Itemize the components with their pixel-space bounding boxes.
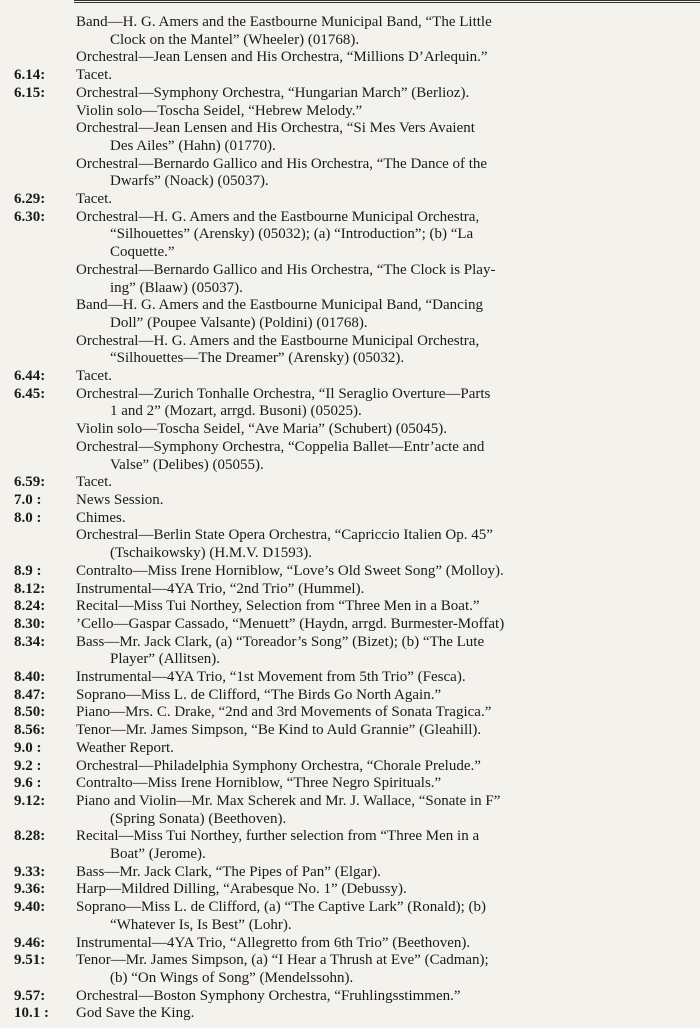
entry-time: 9.51: <box>14 952 46 969</box>
entry-time: 8.47: <box>14 686 46 703</box>
entry-line: Piano and Violin—Mr. Max Scherek and Mr. J. Wallace, “Sonate in F” <box>76 792 501 809</box>
programme-entry <box>0 14 700 49</box>
entry-line: Orchestral—Symphony Orchestra, “Coppelia Ballet—Entr’acte and <box>76 438 485 455</box>
programme-entry <box>0 85 700 103</box>
entry-time: 9.6 : <box>14 775 42 792</box>
programme-entry <box>0 103 700 121</box>
programme-entry <box>0 669 700 687</box>
programme-entry <box>0 952 700 987</box>
programme-entry <box>0 439 700 474</box>
programme-entry <box>0 581 700 599</box>
entry-time: 8.50: <box>14 704 46 721</box>
entry-line: Recital—Miss Tui Northey, Selection from “Three Men in a Boat.” <box>76 598 480 615</box>
programme-entry <box>0 598 700 616</box>
entry-line: Tacet. <box>76 474 113 491</box>
entry-time: 8.24: <box>14 598 46 615</box>
entry-time: 9.2 : <box>14 757 42 774</box>
entry-line: Boat” (Jerome). <box>110 846 206 863</box>
programme-entry <box>0 297 700 332</box>
entry-line: Player” (Allitsen). <box>110 651 220 668</box>
programme-entry <box>0 722 700 740</box>
entry-time: 6.44: <box>14 368 46 385</box>
entry-time: 9.33: <box>14 863 46 880</box>
entry-line: Violin solo—Toscha Seidel, “Hebrew Melody.” <box>76 102 363 119</box>
entry-line: Orchestral—H. G. Amers and the Eastbourne Municipal Orchestra, <box>76 208 480 225</box>
entry-line: Soprano—Miss L. de Clifford, (a) “The Captive Lark” (Ronald); (b) <box>76 899 487 916</box>
entry-line: Clock on the Mantel” (Wheeler) (01768). <box>110 31 360 48</box>
programme-entry <box>0 704 700 722</box>
entry-line: Tacet. <box>76 191 113 208</box>
entry-line: Valse” (Delibes) (05055). <box>110 456 264 473</box>
programme-entry <box>0 563 700 581</box>
entry-line: Des Ailes” (Hahn) (01770). <box>110 137 276 154</box>
top-rule <box>74 0 700 6</box>
entry-line: Coquette.” <box>110 244 175 261</box>
entry-line: Orchestral—Jean Lensen and His Orchestra, “Millions D’Arlequin.” <box>76 49 488 66</box>
entry-line: Recital—Miss Tui Northey, further selection from “Three Men in a <box>76 828 480 845</box>
entry-line: Bass—Mr. Jack Clark, (a) “Toreador’s Song” (Bizet); (b) “The Lute <box>76 633 485 650</box>
programme-list <box>0 14 700 1023</box>
entry-line: Dwarfs” (Noack) (05037). <box>110 173 269 190</box>
entry-line: 1 and 2” (Mozart, arrgd. Busoni) (05025). <box>110 403 362 420</box>
programme-entry <box>0 386 700 421</box>
entry-time: 6.15: <box>14 84 46 101</box>
entry-time: 8.34: <box>14 633 46 650</box>
entry-line: (b) “On Wings of Song” (Mendelssohn). <box>110 969 354 986</box>
entry-time: 6.29: <box>14 191 46 208</box>
entry-line: Violin solo—Toscha Seidel, “Ave Maria” (Schubert) (05045). <box>76 421 448 438</box>
entry-line: Instrumental—4YA Trio, “1st Movement from 5th Trio” (Fesca). <box>76 669 466 686</box>
programme-entry <box>0 864 700 882</box>
programme-entry <box>0 616 700 634</box>
entry-line: Weather Report. <box>76 739 174 756</box>
entry-time: 10.1 : <box>14 1005 49 1022</box>
entry-line: Contralto—Miss Irene Horniblow, “Three Negro Spirituals.” <box>76 775 442 792</box>
entry-line: “Silhouettes—The Dreamer” (Arensky) (05032). <box>110 350 405 367</box>
programme-entry <box>0 828 700 863</box>
programme-entry <box>0 1005 700 1023</box>
entry-time: 8.9 : <box>14 562 42 579</box>
programme-entry <box>0 758 700 776</box>
entry-line: Orchestral—Berlin State Opera Orchestra, “Capriccio Italien Op. 45” <box>76 527 493 544</box>
entry-time: 9.40: <box>14 899 46 916</box>
entry-line: Doll” (Poupee Valsante) (Poldini) (01768). <box>110 314 368 331</box>
entry-line: Band—H. G. Amers and the Eastbourne Municipal Band, “The Little <box>76 14 492 30</box>
entry-line: Orchestral—Bernardo Gallico and His Orchestra, “The Clock is Play- <box>76 261 496 278</box>
entry-time: 8.0 : <box>14 509 42 526</box>
entry-time: 9.12: <box>14 792 46 809</box>
programme-entry <box>0 368 700 386</box>
programme-entry <box>0 191 700 209</box>
entry-line: Harp—Mildred Dilling, “Arabesque No. 1” (Debussy). <box>76 881 407 898</box>
entry-time: 8.30: <box>14 615 46 632</box>
programme-entry <box>0 634 700 669</box>
programme-entry <box>0 156 700 191</box>
entry-line: “Silhouettes” (Arensky) (05032); (a) “Introduction”; (b) “La <box>110 226 474 243</box>
entry-time: 9.36: <box>14 881 46 898</box>
entry-time: 6.14: <box>14 67 46 84</box>
entry-time: 6.45: <box>14 385 46 402</box>
entry-time: 8.56: <box>14 722 46 739</box>
entry-line: Tenor—Mr. James Simpson, (a) “I Hear a Thrush at Eve” (Cadman); <box>76 952 489 969</box>
entry-time: 6.59: <box>14 474 46 491</box>
programme-entry <box>0 49 700 67</box>
entry-time: 9.46: <box>14 934 46 951</box>
entry-line: ’Cello—Gaspar Cassado, “Menuett” (Haydn, arrgd. Burmester-Moffat) <box>76 615 505 632</box>
programme-entry <box>0 988 700 1006</box>
entry-line: Orchestral—H. G. Amers and the Eastbourne Municipal Orchestra, <box>76 332 480 349</box>
entry-line: Orchestral—Boston Symphony Orchestra, “Fruhlingsstimmen.” <box>76 987 461 1004</box>
entry-line: Tacet. <box>76 368 113 385</box>
entry-time: 7.0 : <box>14 491 42 508</box>
programme-entry <box>0 510 700 528</box>
entry-line: Instrumental—4YA Trio, “2nd Trio” (Hummel). <box>76 580 365 597</box>
entry-line: Chimes. <box>76 509 126 526</box>
programme-entry <box>0 262 700 297</box>
entry-line: News Session. <box>76 491 164 508</box>
programme-entry <box>0 421 700 439</box>
entry-time: 9.0 : <box>14 739 42 756</box>
entry-line: Tacet. <box>76 67 113 84</box>
programme-entry <box>0 740 700 758</box>
programme-entry <box>0 474 700 492</box>
entry-line: ing” (Blaaw) (05037). <box>110 279 243 296</box>
entry-line: “Whatever Is, Is Best” (Lohr). <box>110 916 292 933</box>
entry-line: Orchestral—Jean Lensen and His Orchestra, “Si Mes Vers Avaient <box>76 120 475 137</box>
programme-entry <box>0 793 700 828</box>
programme-entry <box>0 935 700 953</box>
entry-line: Piano—Mrs. C. Drake, “2nd and 3rd Movements of Sonata Tragica.” <box>76 704 492 721</box>
entry-line: Contralto—Miss Irene Horniblow, “Love’s Old Sweet Song” (Molloy). <box>76 562 504 579</box>
programme-entry <box>0 687 700 705</box>
entry-line: (Tschaikowsky) (H.M.V. D1593). <box>110 545 312 562</box>
entry-line: Orchestral—Bernardo Gallico and His Orchestra, “The Dance of the <box>76 155 488 172</box>
programme-entry <box>0 209 700 262</box>
programme-entry <box>0 527 700 562</box>
entry-line: God Save the King. <box>76 1005 195 1022</box>
entry-line: Band—H. G. Amers and the Eastbourne Municipal Band, “Dancing <box>76 297 483 314</box>
entry-line: Orchestral—Philadelphia Symphony Orchestra, “Chorale Prelude.” <box>76 757 481 774</box>
entry-line: Instrumental—4YA Trio, “Allegretto from 6th Trio” (Beethoven). <box>76 934 471 951</box>
entry-line: Tenor—Mr. James Simpson, “Be Kind to Auld Grannie” (Gleahill). <box>76 722 482 739</box>
programme-entry <box>0 881 700 899</box>
entry-time: 6.30: <box>14 208 46 225</box>
entry-time: 8.28: <box>14 828 46 845</box>
entry-line: (Spring Sonata) (Beethoven). <box>110 810 287 827</box>
programme-entry <box>0 67 700 85</box>
entry-time: 9.57: <box>14 987 46 1004</box>
entry-time: 8.12: <box>14 580 46 597</box>
entry-line: Orchestral—Zurich Tonhalle Orchestra, “Il Seraglio Overture—Parts <box>76 385 491 402</box>
programme-entry <box>0 899 700 934</box>
entry-line: Soprano—Miss L. de Clifford, “The Birds Go North Again.” <box>76 686 442 703</box>
programme-entry <box>0 492 700 510</box>
programme-entry <box>0 120 700 155</box>
entry-time: 8.40: <box>14 669 46 686</box>
entry-line: Orchestral—Symphony Orchestra, “Hungarian March” (Berlioz). <box>76 84 470 101</box>
programme-entry <box>0 333 700 368</box>
programme-entry <box>0 775 700 793</box>
entry-line: Bass—Mr. Jack Clark, “The Pipes of Pan” (Elgar). <box>76 863 381 880</box>
